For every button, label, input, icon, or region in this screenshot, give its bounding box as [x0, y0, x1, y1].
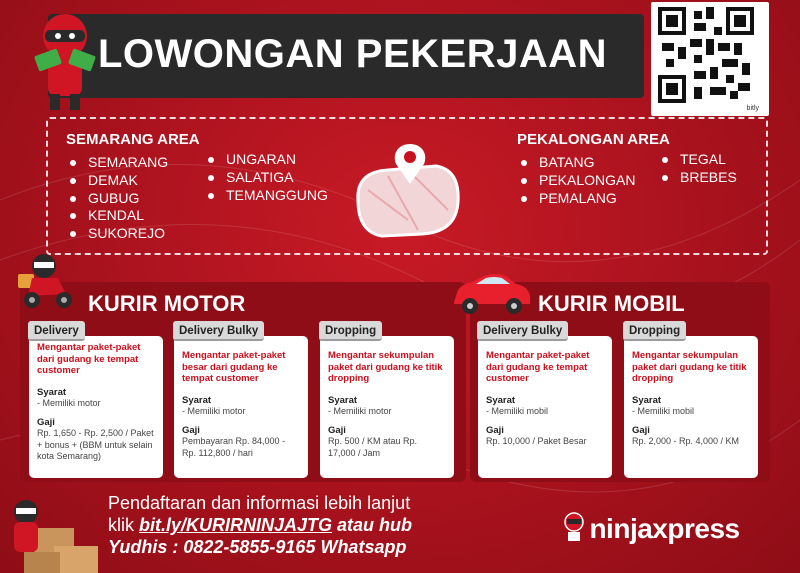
- card-motor-dropping: [320, 336, 454, 478]
- card-gaji-value: Rp. 500 / KM atau Rp. 17,000 / Jam: [328, 436, 418, 458]
- footer-info: [108, 492, 412, 558]
- logo-xpress-text: xpress: [652, 513, 740, 544]
- card-syarat-value: - Memiliki mobil: [632, 405, 695, 416]
- footer-line2-prefix: klik: [108, 515, 139, 535]
- logo-ninja-text: ninja: [589, 513, 653, 544]
- card-gaji-label: Gaji: [37, 417, 55, 428]
- footer-line1: Pendaftaran dan informasi lebih lanjut: [108, 493, 411, 513]
- car-icon: [450, 272, 534, 316]
- tab-dropping: Dropping: [623, 321, 686, 341]
- footer-contact: Yudhis : 0822-5855-9165 Whatsapp: [108, 537, 407, 557]
- kurir-mobil-title: KURIR MOBIL: [538, 291, 685, 316]
- ninja-mascot-icon: [28, 6, 102, 114]
- list-item: GUBUG: [66, 190, 168, 208]
- pekalongan-list-col2: [658, 151, 737, 187]
- list-item: SALATIGA: [204, 169, 328, 187]
- card-gaji-value: Rp. 10,000 / Paket Besar: [486, 436, 587, 446]
- tab-delivery-bulky: Delivery Bulky: [173, 321, 264, 341]
- list-item: UNGARAN: [204, 151, 328, 169]
- ninja-logo-icon: [563, 512, 585, 542]
- card-syarat-value: - Memiliki motor: [37, 397, 101, 408]
- kurir-motor-title: KURIR MOTOR: [88, 291, 246, 316]
- card-gaji-label: Gaji: [486, 425, 504, 436]
- list-item: BATANG: [517, 154, 635, 172]
- list-item: DEMAK: [66, 172, 168, 190]
- card-description: Mengantar paket-paket dari gudang ke tempat customer: [486, 350, 590, 384]
- card-motor-delivery-bulky: [174, 336, 308, 478]
- card-description: Mengantar paket-paket besar dari gudang ke tempat customer: [182, 350, 286, 384]
- card-gaji-label: Gaji: [182, 425, 200, 436]
- card-gaji-value: Pembayaran Rp. 84,000 - Rp. 112,800 / hari: [182, 436, 286, 458]
- card-syarat-label: Syarat: [37, 386, 67, 398]
- card-mobil-delivery-bulky: [478, 336, 612, 478]
- card-syarat-label: Syarat: [486, 394, 516, 406]
- qr-code-pattern: [658, 7, 754, 103]
- list-item: PEMALANG: [517, 190, 635, 208]
- semarang-list-col1: [66, 154, 168, 243]
- list-item: PEKALONGAN: [517, 172, 635, 190]
- semarang-area-heading: SEMARANG AREA: [66, 131, 200, 148]
- list-item: SEMARANG: [66, 154, 168, 172]
- card-syarat-value: - Memiliki mobil: [486, 405, 549, 416]
- card-description: Mengantar paket-paket dari gudang ke tempat customer: [37, 342, 141, 376]
- card-gaji-value: Rp. 1,650 - Rp. 2,500 / Paket + bonus + (BBM untuk selain kota Semarang): [37, 428, 154, 461]
- card-syarat-label: Syarat: [328, 394, 358, 406]
- card-gaji-label: Gaji: [632, 425, 650, 436]
- card-description: Mengantar sekumpulan paket dari gudang ke titik dropping: [632, 350, 747, 384]
- page-title: LOWONGAN PEKERJAAN: [98, 32, 608, 76]
- semarang-list-col2: [204, 151, 328, 204]
- card-description: Mengantar sekumpulan paket dari gudang ke titik dropping: [328, 350, 443, 384]
- map-pin-icon: [348, 140, 466, 240]
- pekalongan-list-col1: [517, 154, 635, 207]
- scooter-rider-icon: [14, 248, 80, 314]
- list-item: BREBES: [658, 169, 737, 187]
- parcel-boxes-icon: [4, 498, 100, 573]
- list-item: SUKOREJO: [66, 225, 168, 243]
- registration-link[interactable]: bit.ly/KURIRNINJAJTG: [139, 515, 333, 535]
- footer-line2: [108, 514, 412, 536]
- ninjaxpress-logo: [563, 512, 740, 545]
- tab-dropping: Dropping: [319, 321, 382, 341]
- list-item: KENDAL: [66, 207, 168, 225]
- list-item: TEMANGGUNG: [204, 187, 328, 205]
- list-item: TEGAL: [658, 151, 737, 169]
- card-motor-delivery: [29, 336, 163, 478]
- card-syarat-label: Syarat: [182, 394, 212, 406]
- tab-delivery: Delivery: [28, 321, 85, 341]
- card-syarat-label: Syarat: [632, 394, 662, 406]
- card-mobil-dropping: [624, 336, 758, 478]
- footer-line2-suffix: atau hub: [332, 515, 413, 535]
- pekalongan-area-heading: PEKALONGAN AREA: [517, 131, 670, 148]
- card-gaji-value: Rp. 2,000 - Rp. 4,000 / KM: [632, 436, 740, 446]
- card-gaji-label: Gaji: [328, 425, 346, 436]
- qr-code[interactable]: [651, 2, 769, 116]
- card-syarat-value: - Memiliki motor: [182, 405, 246, 416]
- card-syarat-value: - Memiliki motor: [328, 405, 392, 416]
- tab-delivery-bulky: Delivery Bulky: [477, 321, 568, 341]
- qr-caption: bitly: [746, 105, 759, 112]
